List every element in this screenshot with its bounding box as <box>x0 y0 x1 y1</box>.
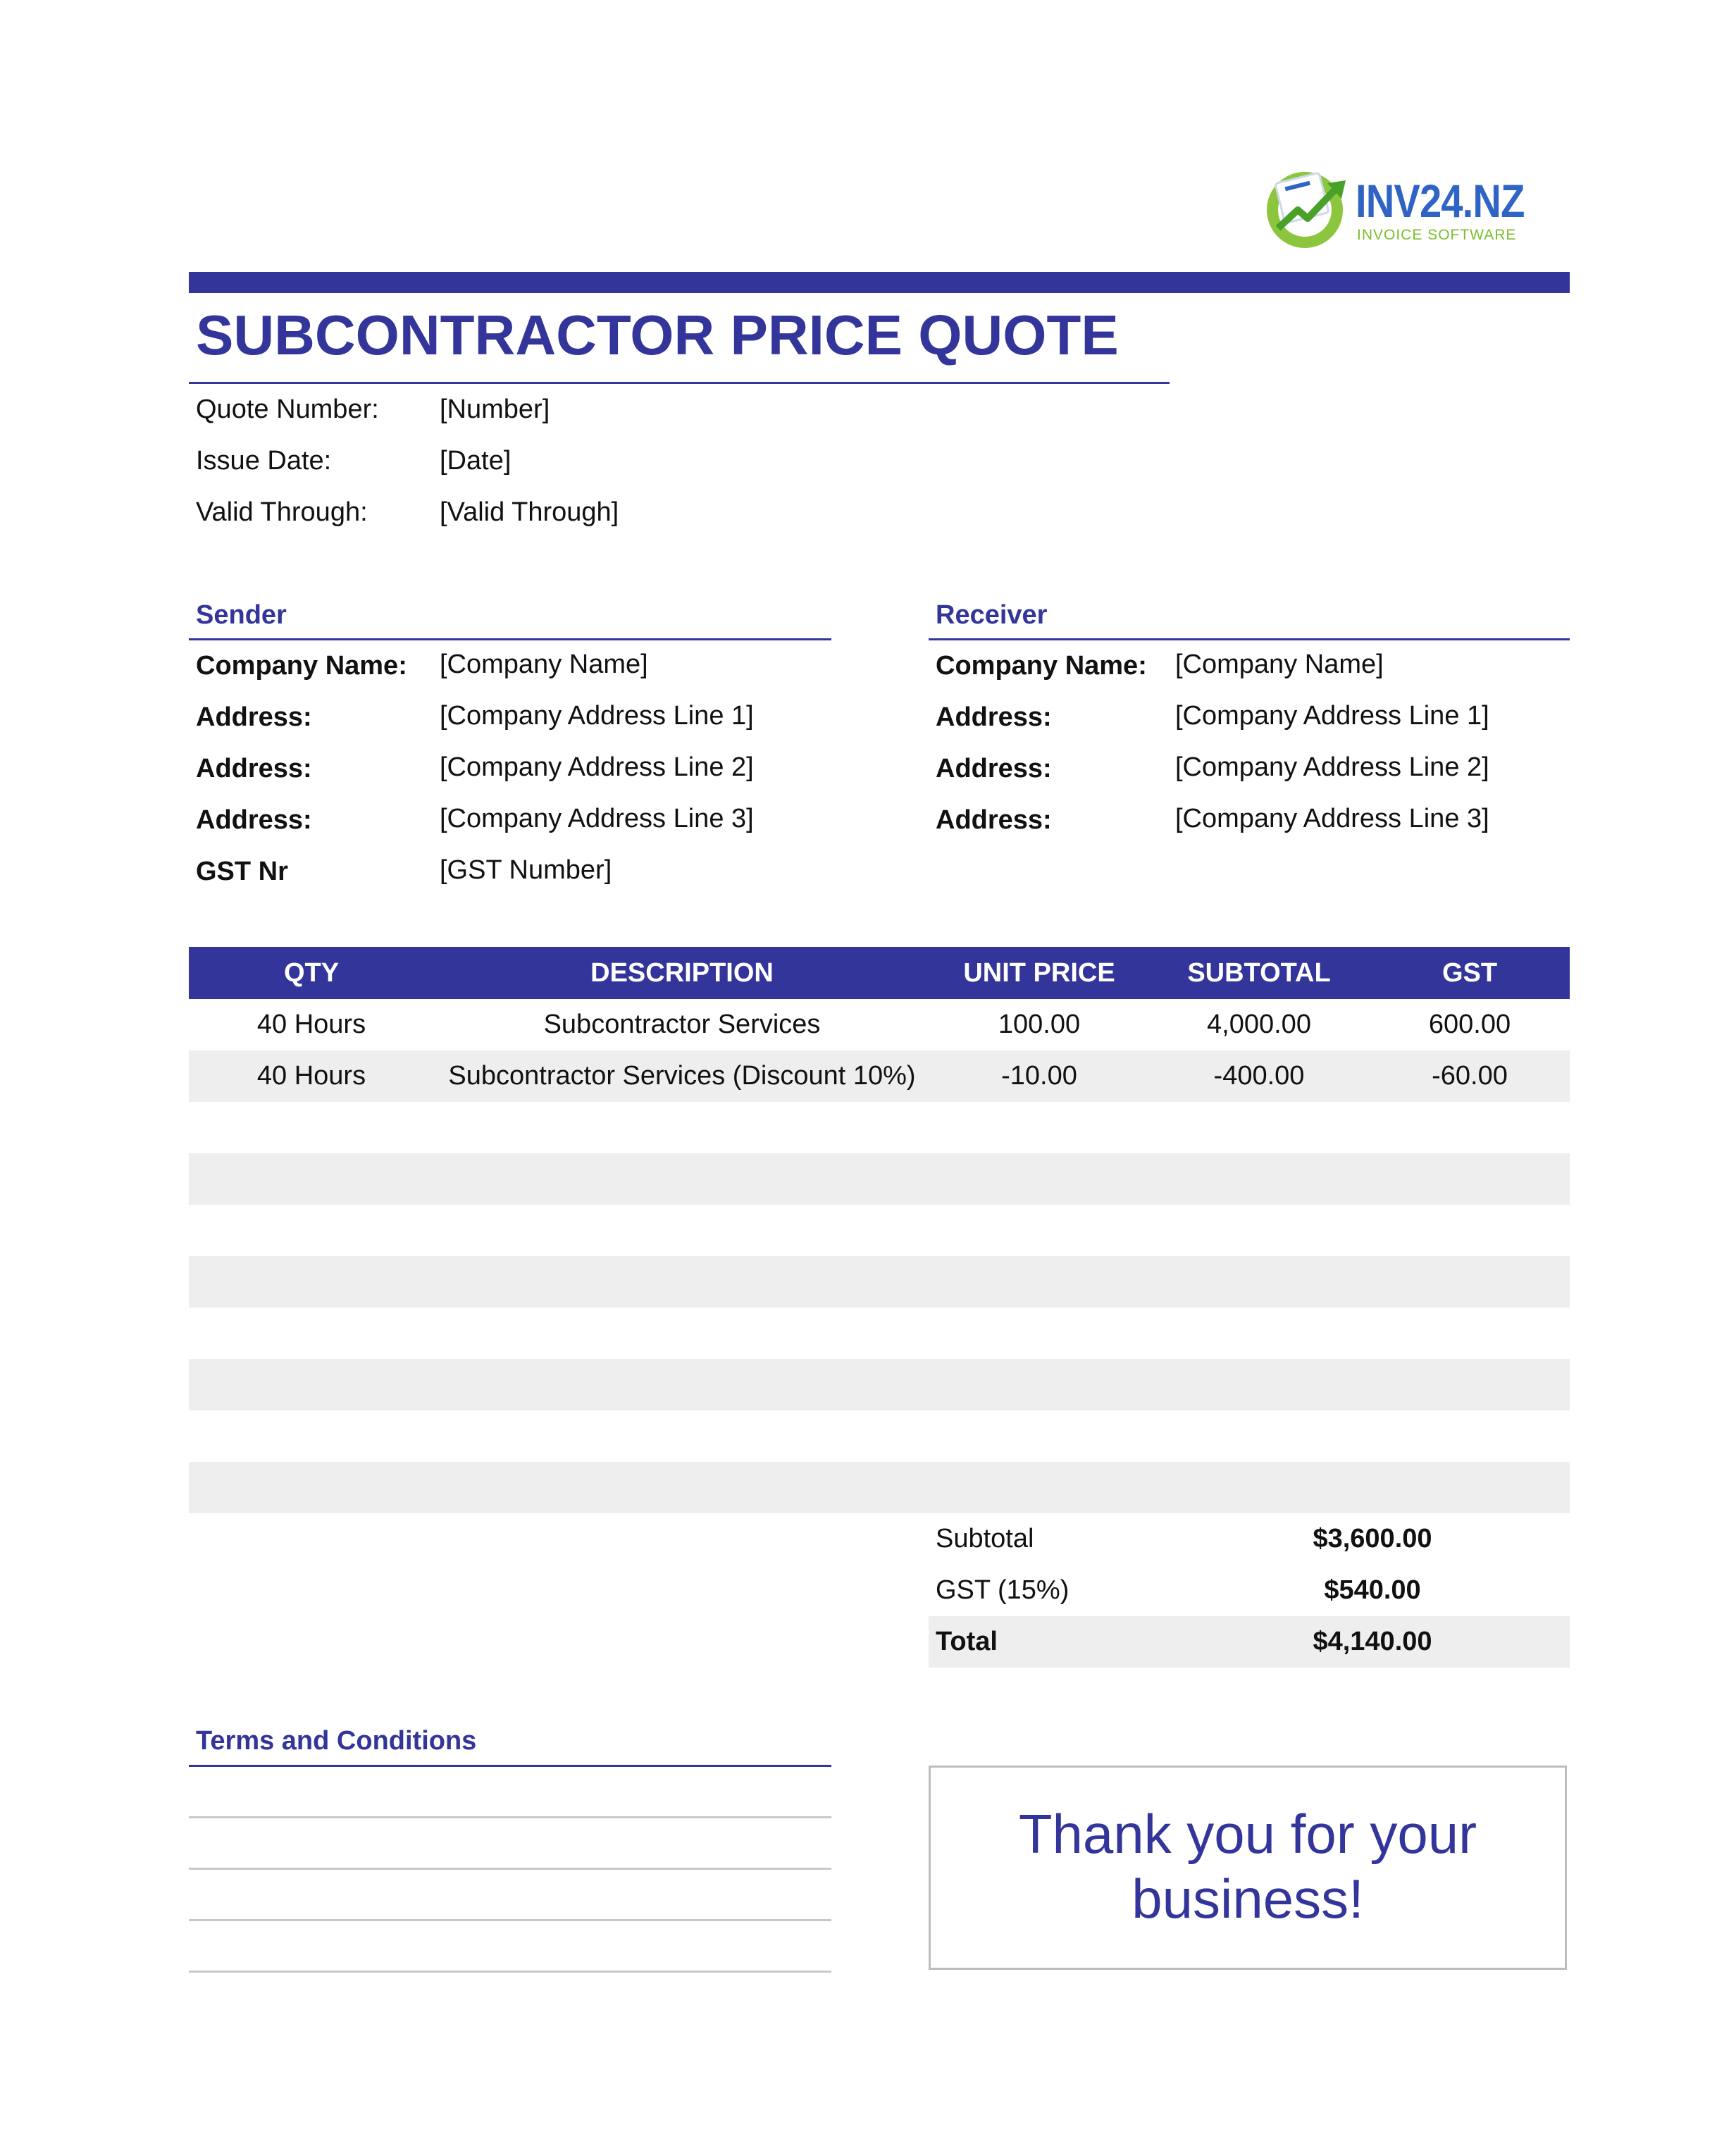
terms-line <box>189 1919 831 1921</box>
thank-you-line-2: business! <box>1132 1868 1364 1930</box>
sender-gst-value: [GST Number] <box>440 855 612 885</box>
gst-value: $540.00 <box>1324 1575 1421 1605</box>
subtotal-row <box>929 1513 1570 1565</box>
receiver-address1-label: Address: <box>936 702 1052 732</box>
quote-number-label: Quote Number: <box>196 395 379 424</box>
total-value: $4,140.00 <box>1313 1627 1432 1656</box>
table-row <box>189 999 1570 1050</box>
empty-table-row <box>189 1462 1570 1513</box>
header-description: DESCRIPTION <box>590 958 774 988</box>
sender-heading: Sender <box>196 600 287 630</box>
cell-qty: 40 Hours <box>256 1061 366 1091</box>
sender-gst-label: GST Nr <box>196 857 288 886</box>
sender-address1-label: Address: <box>196 702 312 732</box>
receiver-address2-label: Address: <box>936 754 1052 783</box>
empty-table-row <box>189 1205 1570 1256</box>
header-unit-price: UNIT PRICE <box>963 958 1115 988</box>
sender-address3-value: [Company Address Line 3] <box>440 804 754 833</box>
logo <box>1264 163 1532 251</box>
top-bar <box>189 272 1570 293</box>
issue-date-label: Issue Date: <box>196 446 332 476</box>
quote-number-value: [Number] <box>440 395 550 424</box>
cell-unit-price: -10.00 <box>1001 1061 1077 1091</box>
receiver-heading: Receiver <box>936 600 1048 630</box>
sender-address2-value: [Company Address Line 2] <box>440 752 754 782</box>
table-row <box>189 1050 1570 1102</box>
title-divider <box>189 382 1170 384</box>
empty-table-row <box>189 1359 1570 1410</box>
cell-subtotal: 4,000.00 <box>1207 1010 1311 1039</box>
receiver-company-label: Company Name: <box>936 651 1147 681</box>
chart-arrow-icon <box>1264 163 1351 251</box>
cell-subtotal: -400.00 <box>1213 1061 1305 1091</box>
cell-gst: -60.00 <box>1432 1061 1508 1091</box>
header-qty: QTY <box>283 958 340 988</box>
thank-you-message <box>931 1801 1565 1931</box>
receiver-divider <box>929 638 1570 640</box>
terms-divider <box>189 1765 831 1767</box>
gst-label: GST (15%) <box>936 1575 1070 1605</box>
valid-through-label: Valid Through: <box>196 497 368 527</box>
total-label: Total <box>936 1627 998 1656</box>
empty-table-row <box>189 1256 1570 1308</box>
terms-line <box>189 1971 831 1973</box>
sender-divider <box>189 638 831 640</box>
receiver-address1-value: [Company Address Line 1] <box>1175 701 1489 731</box>
subtotal-value: $3,600.00 <box>1313 1524 1432 1553</box>
cell-description: Subcontractor Services (Discount 10%) <box>448 1061 916 1091</box>
subtotal-label: Subtotal <box>936 1524 1034 1553</box>
cell-unit-price: 100.00 <box>998 1010 1081 1039</box>
receiver-address2-value: [Company Address Line 2] <box>1175 752 1489 782</box>
cell-qty: 40 Hours <box>256 1010 366 1039</box>
header-gst: GST <box>1442 958 1498 988</box>
receiver-address3-label: Address: <box>936 805 1052 835</box>
empty-table-row <box>189 1410 1570 1462</box>
empty-table-row <box>189 1153 1570 1205</box>
table-header <box>189 947 1570 999</box>
sender-address1-value: [Company Address Line 1] <box>440 701 754 731</box>
terms-line <box>189 1868 831 1870</box>
valid-through-value: [Valid Through] <box>440 497 619 527</box>
thank-you-box <box>929 1766 1567 1970</box>
empty-table-row <box>189 1102 1570 1153</box>
terms-heading: Terms and Conditions <box>196 1726 477 1756</box>
cell-description: Subcontractor Services <box>543 1010 821 1039</box>
page-title: SUBCONTRACTOR PRICE QUOTE <box>196 304 1119 366</box>
total-row <box>929 1616 1570 1668</box>
cell-gst: 600.00 <box>1428 1010 1511 1039</box>
gst-row <box>929 1565 1570 1616</box>
sender-company-label: Company Name: <box>196 651 407 681</box>
terms-line <box>189 1816 831 1818</box>
sender-address3-label: Address: <box>196 805 312 835</box>
receiver-address3-value: [Company Address Line 3] <box>1175 804 1489 833</box>
sender-company-value: [Company Name] <box>440 650 648 679</box>
header-subtotal: SUBTOTAL <box>1187 958 1331 988</box>
logo-brand: INV24.NZ <box>1356 175 1525 227</box>
sender-address2-label: Address: <box>196 754 312 783</box>
issue-date-value: [Date] <box>440 446 512 476</box>
thank-you-line-1: Thank you for your <box>1018 1803 1477 1865</box>
empty-table-row <box>189 1308 1570 1359</box>
receiver-company-value: [Company Name] <box>1175 650 1384 679</box>
logo-tagline: INVOICE SOFTWARE <box>1357 227 1517 243</box>
